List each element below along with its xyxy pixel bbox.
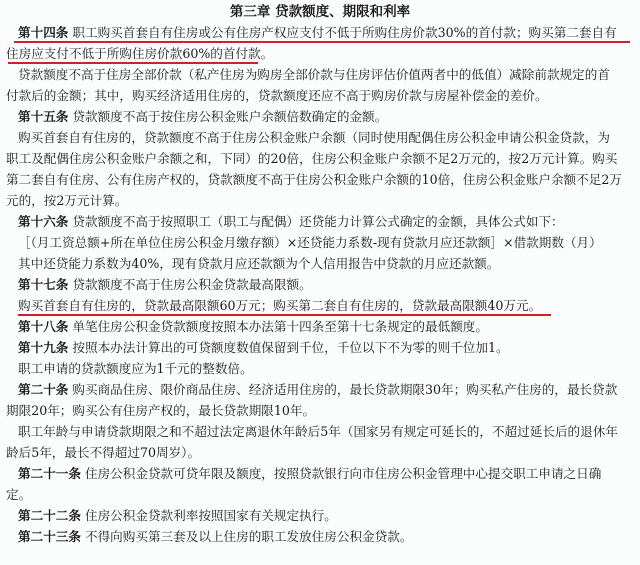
- article-22-line: 第二十二条 住房公积金贷款利率按照国家有关规定执行。: [18, 508, 337, 523]
- article-14-line-2: 住房应支付不低于所购住房价款60%的首付款。: [6, 46, 274, 61]
- article-14-line-1: 第十四条 职工购买首套自有住房或公有住房产权应支付不低于所购住房价款30%的首付款；购买第二套自有: [18, 25, 617, 40]
- highlight-underline: [8, 62, 258, 64]
- article-16-line: 第十六条 贷款额度不高于按照职工（职工与配偶）还贷能力计算公式确定的金额，具体公式如下：: [18, 214, 564, 229]
- article-21-line-2: 定。: [6, 487, 32, 502]
- article-19-line: 第十九条 按照本办法计算出的可贷额度数值保留到千位，千位以下不为零的则千位加1。: [18, 340, 509, 355]
- highlight-underline: [18, 314, 551, 316]
- article-16-formula: ［（月工资总额+所在单位住房公积金月缴存额）×还贷能力系数-现有贷款月应还款额］×借款期数（月）: [18, 235, 602, 250]
- article-20-para-line-2: 龄后5年，最长不得超过70周岁）。: [6, 445, 201, 460]
- article-15-para-line-2: 职工及配偶住房公积金账户余额之和，下同）的20倍，住房公积金账户余额不足2万元的，按2万元计算。购买: [6, 151, 618, 166]
- article-23-line: 第二十三条 不得向购买第三套及以上住房的职工发放住房公积金贷款。: [18, 529, 413, 544]
- article-14-para-line-1: 贷款额度不高于住房全部价款（私产住房为购房全部价款与住房评估价值两者中的低值）减除前款规定的首: [18, 67, 610, 82]
- article-17-limits: 购买首套自有住房的，贷款最高限额60万元；购买第二套自有住房的，贷款最高限额40万元。: [18, 298, 542, 313]
- article-19-para: 职工申请的贷款额度应为1千元的整数倍。: [18, 361, 253, 376]
- article-20-para-line-1: 职工年龄与申请贷款期限之和不超过法定离退休年龄后5年（国家另有规定可延长的，不超过延长后的退休年: [18, 424, 618, 439]
- article-17-line: 第十七条 贷款额度不高于住房公积金贷款最高限额。: [18, 277, 312, 292]
- article-14-para-line-2: 付款后的金额；其中，购买经济适用住房的，贷款额度还应不高于购房价款与房屋补偿金的差价。: [6, 88, 548, 103]
- article-20-line-2: 期限20年；购买公有住房产权的，最长贷款期限10年。: [6, 403, 316, 418]
- article-15-para-line-1: 购买首套自有住房的，贷款额度不高于住房公积金账户余额（同时使用配偶住房公积金申请公积金贷款，为: [18, 130, 610, 145]
- article-16-note: 其中还贷能力系数为40%，现有贷款月应还款额为个人信用报告中贷款的月应还款额。: [18, 256, 500, 271]
- highlight-underline: [14, 41, 630, 43]
- article-15-line: 第十五条 贷款额度不高于按住房公积金账户余额倍数确定的金额。: [18, 109, 388, 124]
- article-20-line-1: 第二十条 购买商品住房、限价商品住房、经济适用住房的，最长贷款期限30年；购买私产住房的，最长贷款: [18, 382, 618, 397]
- article-15-para-line-4: 元的，按2万元计算。: [6, 193, 128, 208]
- chapter-heading: 第三章 贷款额度、期限和利率: [229, 4, 411, 20]
- article-21-line-1: 第二十一条 住房公积金贷款可贷年限及额度，按照贷款银行向市住房公积金管理中心提交职工申请之日确: [18, 466, 602, 481]
- article-18-line: 第十八条 单笔住房公积金贷款额度按照本办法第十四条至第十七条规定的最低额度。: [18, 319, 488, 334]
- article-15-para-line-3: 第二套自有住房、公有住房产权的，贷款额度不高于住房公积金账户余额的10倍，住房公积金账户余额不足2万: [6, 172, 622, 187]
